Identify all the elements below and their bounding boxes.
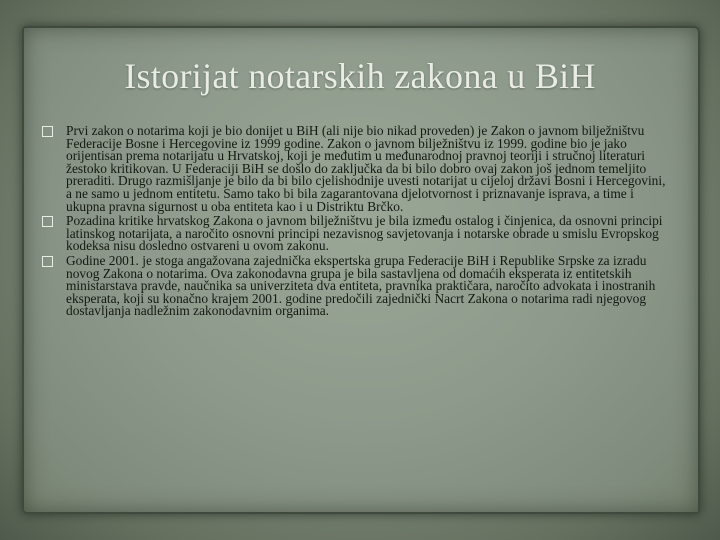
- square-bullet-icon: [42, 126, 53, 137]
- bullet-item: [42, 215, 674, 253]
- bullet-text: Pozadina kritike hrvatskog Zakona o javnom bilježništvu je bila između ostalog i činjenica, da osnovni principi latinskog notarijata, a naročito osnovni principi nezavisnog savjetovanja i notarske obrade u smislu Evropskog kodeksa nisu dosledno ostvareni u ovom zakonu.: [66, 213, 663, 254]
- bullet-text: Godine 2001. je stoga angažovana zajednička ekspertska grupa Federacije BiH i Republike Srpske za izradu novog Zakona o notarima. Ova zakonodavna grupa je bila sastavljena od domaćih eksperata iz entitetskih ministarstava pravde, naučnika sa univerziteta dva entiteta, pravnika praktičara, naročito advokata i inostranih eksperata, koji su konačno krajem 2001. godine predočili zajednički Nacrt Zakona o notarima radi njegovog dostavljanja nadležnim zakonodavnim organima.: [66, 252, 656, 319]
- slide-title: Istorijat notarskih zakona u BiH: [124, 56, 596, 96]
- bullet-list: [42, 125, 674, 320]
- square-bullet-icon: [42, 216, 53, 227]
- square-bullet-icon: [42, 256, 53, 267]
- bullet-item: [42, 252, 674, 319]
- bullet-text: Prvi zakon o notarima koji je bio donijet u BiH (ali nije bio nikad proveden) je Zakon o javnom bilježništvu Federacije Bosne i Hercegovine iz 1999 godine. Zakon o javnom bilježništvu iz 1999. godine bio je jako orijentisan prema notarijatu u Hrvatskoj, koji je međutim u međunarodnoj pravnoj teoriji i stručnoj literaturi žestoko kritikovan. U Federaciji BiH se došlo do zaključka da bi bilo dobro ovaj zakon još jednom temeljito preraditi. Drugo razmišljanje je bilo da bi bilo cjelishodnije uvesti notarijat u cijeloj državi Bosni i Hercegovini, a ne samo u jednom entitetu. Samo tako bi bila zagarantovana djelotvornost i priznavanje isprava, a time i ukupna pravna sigurnost u oba entiteta kao i u Distriktu Brčko.: [66, 123, 666, 214]
- bullet-item: [42, 125, 674, 213]
